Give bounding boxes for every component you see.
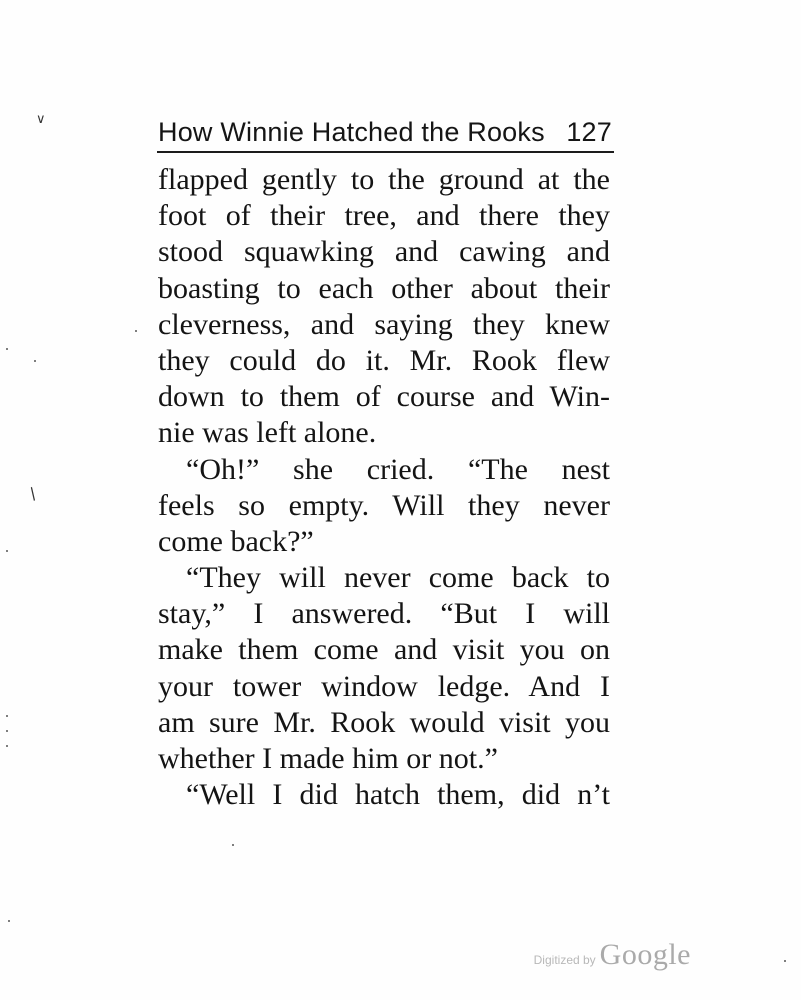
scan-speck: [8, 920, 10, 922]
text-line: stood squawking and cawing and: [158, 235, 610, 269]
text-line: foot of their tree, and there they: [158, 199, 610, 233]
google-logo: Google: [599, 938, 691, 971]
margin-mark: ∨: [36, 112, 46, 127]
text-line: “Oh!” she cried. “The nest: [186, 452, 610, 486]
text-line: come back?”: [158, 524, 314, 558]
text-line: stay,” I answered. “But I will: [158, 597, 610, 631]
digitized-watermark: [534, 938, 691, 972]
scan-speck: [784, 960, 786, 962]
text-line: feels so empty. Will they never: [158, 488, 610, 522]
scan-speck: [6, 730, 8, 732]
text-line: make them come and visit you on: [158, 633, 610, 667]
text-line: “Well I did hatch them, did n’t: [186, 778, 610, 812]
text-line: your tower window ledge. And I: [158, 669, 610, 703]
page-number: 127: [566, 117, 612, 147]
chapter-title: How Winnie Hatched the Rooks: [158, 117, 545, 147]
scan-speck: [6, 550, 8, 552]
margin-mark: /: [25, 483, 40, 504]
running-head: [158, 112, 612, 148]
text-line: flapped gently to the ground at the: [158, 163, 610, 196]
scan-speck: [135, 330, 137, 332]
watermark-prefix: Digitized by: [533, 953, 596, 967]
scan-speck: [6, 745, 8, 747]
text-line: they could do it. Mr. Rook flew: [158, 343, 610, 377]
scan-speck: [232, 844, 234, 846]
body-text: [158, 162, 610, 813]
header-rule: [157, 151, 614, 153]
scan-speck: [34, 360, 36, 362]
scan-speck: [6, 348, 8, 350]
text-line: whether I made him or not.”: [158, 742, 498, 775]
text-line: down to them of course and Win-: [158, 380, 610, 414]
scan-speck: [6, 715, 8, 717]
text-line: “They will never come back to: [186, 561, 610, 595]
text-line: am sure Mr. Rook would visit you: [158, 705, 610, 739]
text-line: nie was left alone.: [158, 416, 377, 450]
text-line: boasting to each other about their: [158, 271, 610, 305]
text-line: cleverness, and saying they knew: [158, 307, 610, 341]
